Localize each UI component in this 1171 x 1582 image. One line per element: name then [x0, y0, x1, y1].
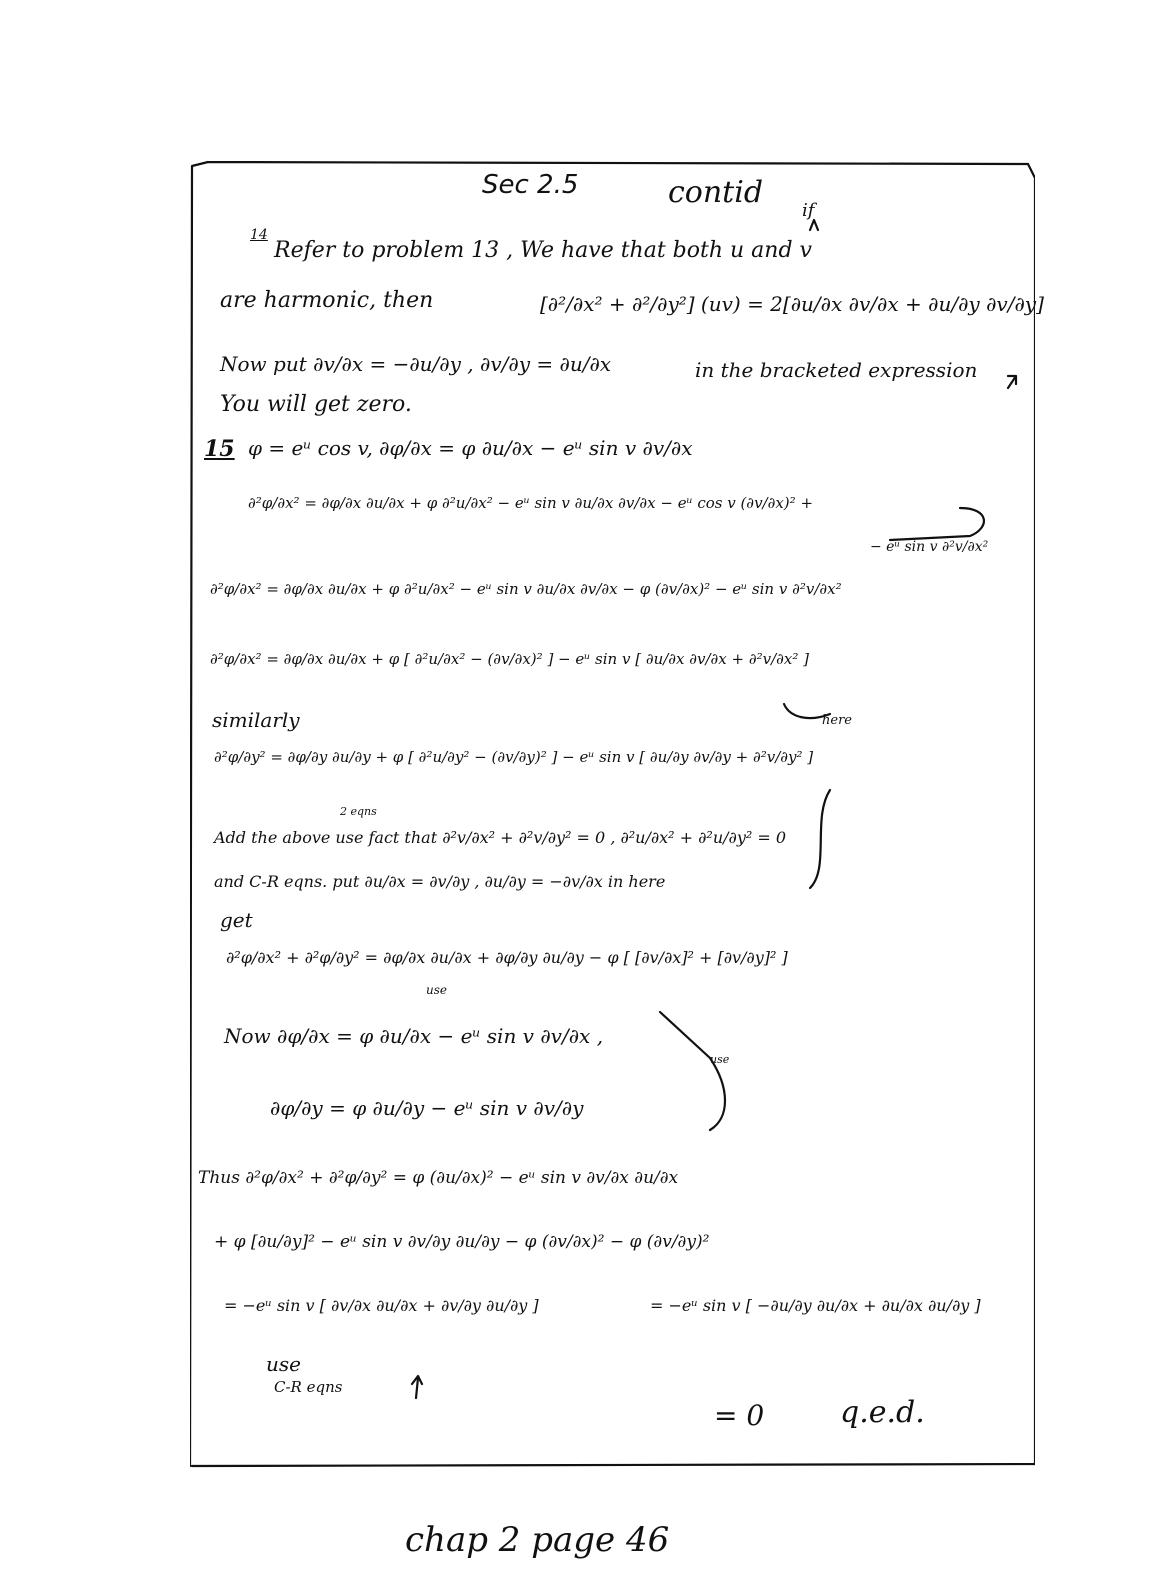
insert-mark: if [802, 200, 815, 221]
problem-15-number: 15 [204, 436, 235, 462]
similarly-label: similarly [212, 708, 300, 732]
section-title: Sec 2.5 [482, 170, 579, 200]
use-note-1: use [426, 983, 447, 997]
add-line-2: and C-R eqns. put ∂u/∂x = ∂v/∂y , ∂u/∂y = −∂v/∂x in here [214, 872, 666, 891]
eq-9b: = −eᵘ sin v [ −∂u/∂y ∂u/∂x + ∂u/∂x ∂u/∂y ] [650, 1296, 981, 1315]
contd-label: contid [668, 175, 764, 210]
eq-2: ∂²φ/∂x² = ∂φ/∂x ∂u/∂x + φ ∂²u/∂x² − eᵘ sin v ∂u/∂x ∂v/∂x − eᵘ cos v (∂v/∂x)² + [248, 494, 814, 512]
problem-14-line1: Refer to problem 13 , We have that both u and v [274, 238, 812, 263]
arrow-mark [1008, 376, 1016, 388]
eq-2-continued: − eᵘ sin v ∂²v/∂x² [870, 539, 989, 555]
use-note-3: use [266, 1352, 301, 1376]
problem-14-line2b: [∂²/∂x² + ∂²/∂y²] (uv) = 2[∂u/∂x ∂v/∂x + ∂u/∂y ∂v/∂y] [540, 292, 1044, 316]
here-arrow [784, 704, 830, 718]
use-note-2: use [710, 1053, 730, 1066]
cr-arrow [412, 1376, 422, 1398]
eq-7: ∂φ/∂y = φ ∂u/∂y − eᵘ sin v ∂v/∂y [270, 1096, 584, 1120]
eq-9a: = −eᵘ sin v [ ∂v/∂x ∂u/∂x + ∂v/∂y ∂u/∂y ] [224, 1296, 539, 1315]
eq-5: ∂²φ/∂y² = ∂φ/∂y ∂u/∂y + φ [ ∂²u/∂y² − (∂v/∂y)² ] − eᵘ sin v [ ∂u/∂y ∂v/∂y + ∂²v/∂y² ] [214, 748, 814, 766]
cr-eqns-note: C-R eqns [274, 1378, 343, 1396]
problem-14-line2a: are harmonic, then [220, 288, 434, 313]
add-line-1: Add the above use fact that ∂²v/∂x² + ∂²v/∂y² = 0 , ∂²u/∂x² + ∂²u/∂y² = 0 [214, 828, 787, 847]
caret-mark [810, 220, 818, 230]
eq-1: φ = eᵘ cos v, ∂φ/∂x = φ ∂u/∂x − eᵘ sin v ∂v/∂x [248, 436, 693, 460]
handwritten-annotations [190, 158, 1035, 1470]
bracket-arrow [810, 790, 830, 888]
eq-3: ∂²φ/∂x² = ∂φ/∂x ∂u/∂x + φ ∂²u/∂x² − eᵘ sin v ∂u/∂x ∂v/∂x − φ (∂v/∂x)² − eᵘ sin v ∂²v/∂x² [210, 580, 842, 598]
use-arrow [660, 1012, 725, 1130]
eq-4: ∂²φ/∂x² = ∂φ/∂x ∂u/∂x + φ [ ∂²u/∂x² − (∂v/∂x)² ] − eᵘ sin v [ ∂u/∂x ∂v/∂x + ∂²v/∂x² ] [210, 650, 810, 668]
problem-14-line3b: in the bracketed expression [695, 358, 978, 382]
get-label: get [220, 908, 253, 932]
now-line: Now ∂φ/∂x = φ ∂u/∂x − eᵘ sin v ∂v/∂x , [224, 1024, 604, 1048]
problem-14-number: 14 [250, 227, 268, 243]
problem-14-line3a: Now put ∂v/∂x = −∂u/∂y , ∂v/∂y = ∂u/∂x [220, 352, 612, 376]
qed-label: q.e.d. [840, 1395, 925, 1430]
here-note-1: here [822, 713, 852, 728]
eq-8: + φ [∂u/∂y]² − eᵘ sin v ∂v/∂y ∂u/∂y − φ (∂v/∂x)² − φ (∂v/∂y)² [214, 1232, 710, 1252]
notebook-page [190, 158, 1044, 1470]
eq-6: ∂²φ/∂x² + ∂²φ/∂y² = ∂φ/∂x ∂u/∂x + ∂φ/∂y ∂u/∂y − φ [ [∂v/∂x]² + [∂v/∂y]² ] [226, 948, 788, 967]
page-footer: chap 2 page 46 [405, 1520, 670, 1560]
problem-14-line4: You will get zero. [220, 392, 412, 417]
result-zero: = 0 [714, 1399, 765, 1432]
two-eqns-note: 2 eqns [340, 805, 377, 818]
continuation-arrow [890, 508, 984, 540]
thus-line: Thus ∂²φ/∂x² + ∂²φ/∂y² = φ (∂u/∂x)² − eᵘ sin v ∂v/∂x ∂u/∂x [198, 1168, 679, 1188]
